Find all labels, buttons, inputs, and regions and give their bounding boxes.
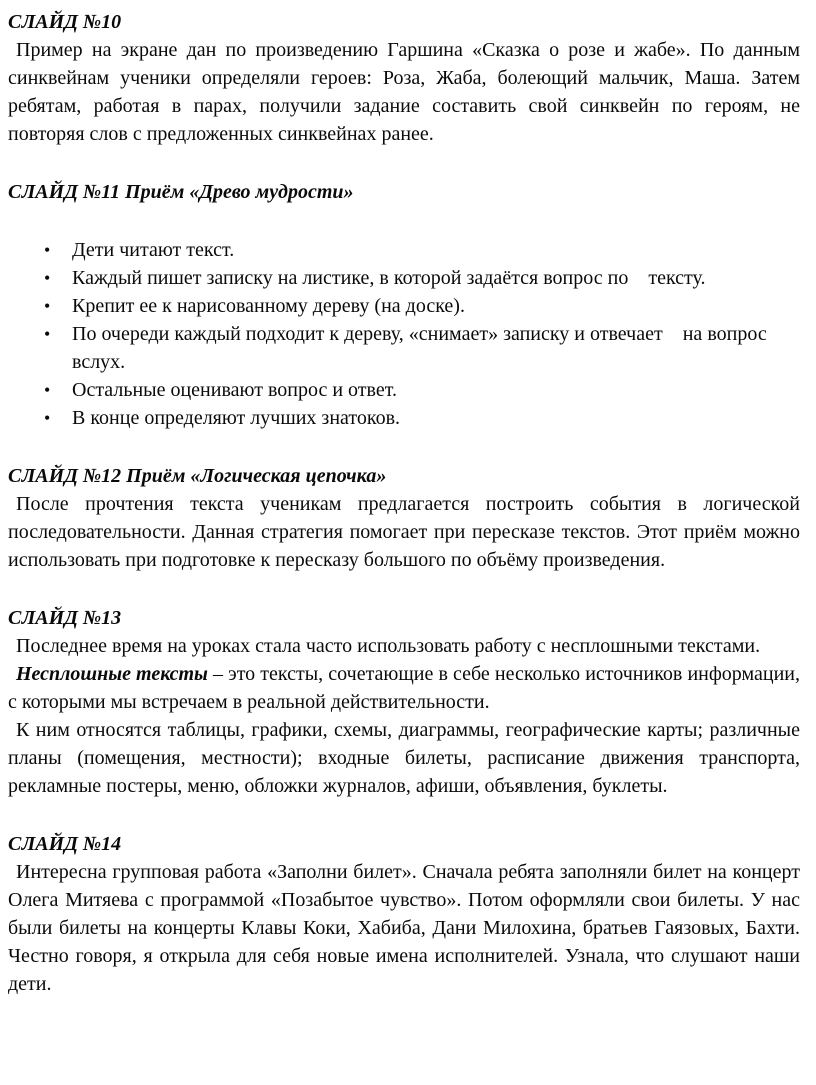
slide-12-heading: СЛАЙД №12 Приём «Логическая цепочка» xyxy=(8,465,387,487)
bullet-text: Дети читают текст. xyxy=(72,239,235,261)
slide-11-bullet-list xyxy=(8,236,800,432)
bullet-text: Каждый пишет записку на листике, в которой задаётся вопрос по тексту. xyxy=(72,267,706,289)
section-slide-12 xyxy=(8,462,800,574)
bullet-item xyxy=(8,320,800,376)
bullet-text: Остальные оценивают вопрос и ответ. xyxy=(72,379,397,401)
bullet-icon: • xyxy=(44,296,51,316)
nonlinear-texts-definition: – это тексты, сочетающие в себе несколько источников информации, с которыми мы встречаем в реальной действительности. xyxy=(8,663,801,713)
slide-14-paragraph: Интересна групповая работа «Заполни билет». Сначала ребята заполняли билет на концерт Олега Митяева с программой «Позабытое чувство». Потом оформляли свои билеты. У нас были билеты на концерты Клавы Коки, Хабиба, Дани Милохина, братьев Гаязовых, Бахти. Честно говоря, я открыла для себя новые имена исполнителей. Узнала, что слушают наши дети. xyxy=(8,861,800,995)
nonlinear-texts-term: Несплошные тексты xyxy=(16,663,208,685)
bullet-icon: • xyxy=(44,380,51,400)
slide-13-paragraph-3: К ним относятся таблицы, графики, схемы, диаграммы, географические карты; различные планы (помещения, местности); входные билеты, расписание движения транспорта, рекламные постеры, меню, обложки журналов, афиши, объявления, буклеты. xyxy=(8,719,800,797)
section-slide-10 xyxy=(8,8,800,148)
bullet-text: По очереди каждый подходит к дереву, «снимает» записку и отвечает на вопрос вслух. xyxy=(72,323,772,373)
section-slide-11 xyxy=(8,178,800,432)
slide-10-paragraph: Пример на экране дан по произведению Гаршина «Сказка о розе и жабе». По данным синквейнам ученики определяли героев: Роза, Жаба, болеющий мальчик, Маша. Затем ребятам, работая в парах, получили задание составить свой синквейн по героям, не повторяя слов с предложенных синквейнах ранее. xyxy=(8,39,800,145)
bullet-icon: • xyxy=(44,324,51,344)
bullet-text: В конце определяют лучших знатоков. xyxy=(72,407,401,429)
slide-14-heading: СЛАЙД №14 xyxy=(8,833,122,855)
slide-13-paragraph-2 xyxy=(8,660,800,716)
bullet-icon: • xyxy=(44,268,51,288)
bullet-item xyxy=(8,236,800,264)
bullet-item xyxy=(8,404,800,432)
bullet-icon: • xyxy=(44,408,51,428)
slide-13-paragraph-1: Последнее время на уроках стала часто использовать работу с несплошными текстами. xyxy=(16,635,761,657)
slide-11-heading: СЛАЙД №11 Приём «Древо мудрости» xyxy=(8,181,354,203)
slide-13-heading: СЛАЙД №13 xyxy=(8,607,122,629)
slide-12-paragraph: После прочтения текста ученикам предлагается построить события в логической последовательности. Данная стратегия помогает при пересказе текстов. Этот приём можно использовать при подготовке к пересказу большого по объёму произведения. xyxy=(8,493,800,571)
section-slide-13 xyxy=(8,604,800,800)
slide-10-heading: СЛАЙД №10 xyxy=(8,11,122,33)
bullet-item xyxy=(8,292,800,320)
bullet-item xyxy=(8,264,800,292)
bullet-icon: • xyxy=(44,240,51,260)
bullet-text: Крепит ее к нарисованному дереву (на доске). xyxy=(72,295,465,317)
bullet-item xyxy=(8,376,800,404)
section-slide-14 xyxy=(8,830,800,998)
